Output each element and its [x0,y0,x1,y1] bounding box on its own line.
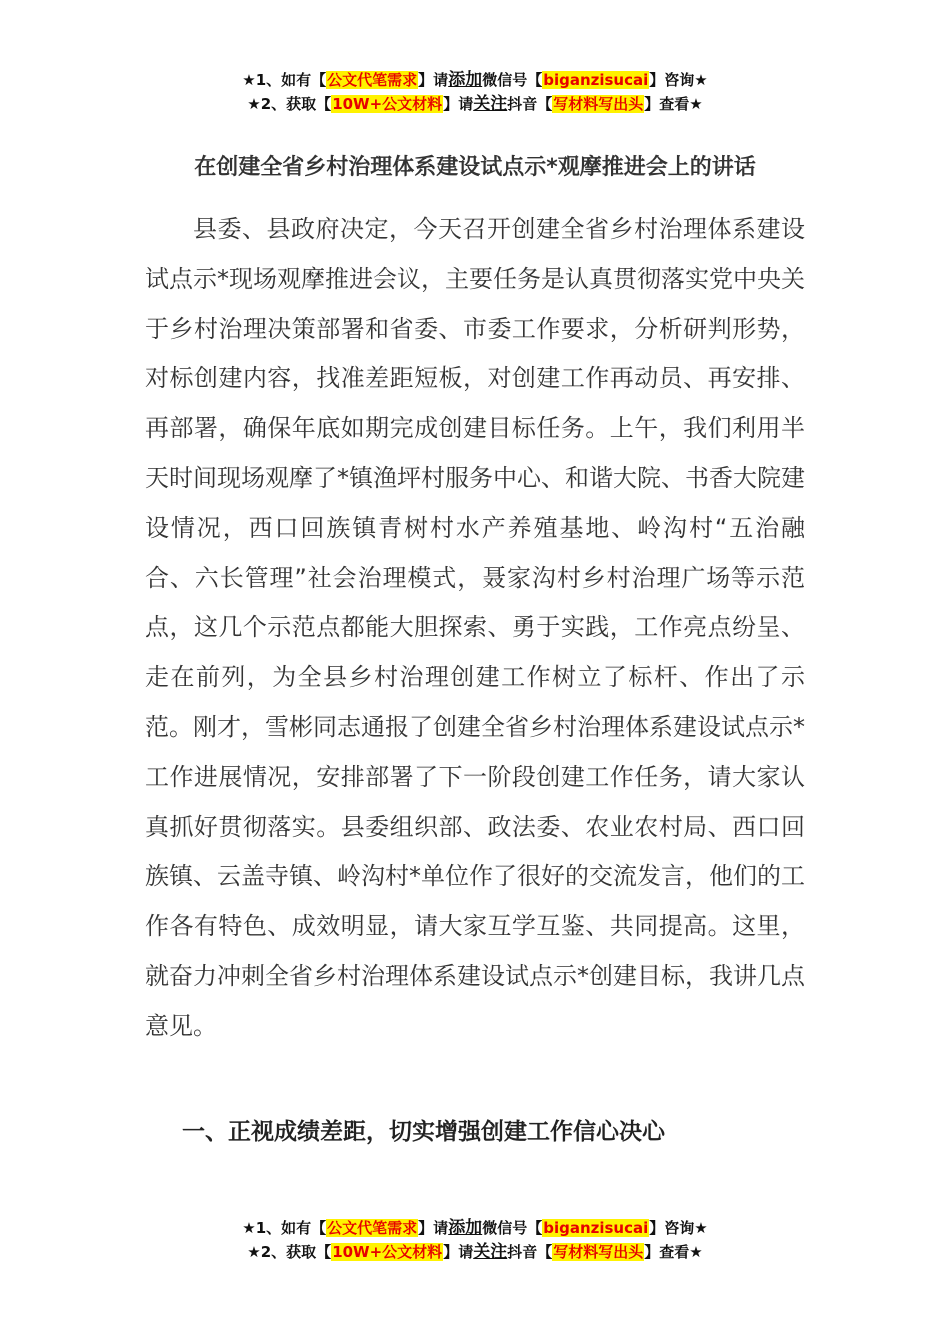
footer-banner-line-1: ★1、如有【公文代笔需求】请添加微信号【biganzisucai】咨询★ [242,1218,708,1238]
section-heading: 一、正视成绩差距，切实增强创建工作信心决心 [182,1119,665,1145]
footer-highlight-douyin-account: 写材料写出头 [553,1243,644,1261]
highlight-douyin-account: 写材料写出头 [553,95,644,113]
highlight-materials: 10W+公文材料 [332,95,443,113]
footer-banner [0,1216,950,1264]
banner-line-1: ★1、如有【公文代笔需求】请添加微信号【biganzisucai】咨询★ [242,70,708,90]
body-paragraph: 县委、县政府决定，今天召开创建全省乡村治理体系建设试点示*现场观摩推进会议，主要任务是认真贯彻落实党中央关于乡村治理决策部署和省委、市委工作要求，分析研判形势，对标创建内容，找准差距短板，对创建工作再动员、再安排、再部署，确保年底如期完成创建目标任务。上午，我们利用半天时间现场观摩了*镇渔坪村服务中心、和谐大院、书香大院建设情况，西口回族镇青树村水产养殖基地、岭沟村“五治融合、六长管理”社会治理模式，聂家沟村乡村治理广场等示范点，这几个示范点都能大胆探索、勇于实践，工作亮点纷呈、走在前列，为全县乡村治理创建工作树立了标杆、作出了示范。刚才，雪彬同志通报了创建全省乡村治理体系建设试点示*工作进展情况，安排部署了下一阶段创建工作任务，请大家认真抓好贯彻落实。县委组织部、政法委、农业农村局、西口回族镇、云盖寺镇、岭沟村*单位作了很好的交流发言，他们的工作各有特色、成效明显，请大家互学互鉴、共同提高。这里，就奋力冲刺全省乡村治理体系建设试点示*创建目标，我讲几点意见。 [145,215,805,1040]
highlight-wechat-id: biganzisucai [543,71,649,89]
footer-banner-line-2: ★2、获取【10W+公文材料】请关注抖音【写材料写出头】查看★ [247,1242,703,1262]
footer-highlight-wechat-id: biganzisucai [543,1219,649,1237]
header-banner [0,68,950,116]
footer-highlight-materials: 10W+公文材料 [332,1243,443,1261]
banner-line-2: ★2、获取【10W+公文材料】请关注抖音【写材料写出头】查看★ [247,94,703,114]
highlight-service: 公文代笔需求 [327,71,418,89]
document-title: 在创建全省乡村治理体系建设试点示*观摩推进会上的讲话 [194,155,756,180]
footer-highlight-service: 公文代笔需求 [327,1219,418,1237]
